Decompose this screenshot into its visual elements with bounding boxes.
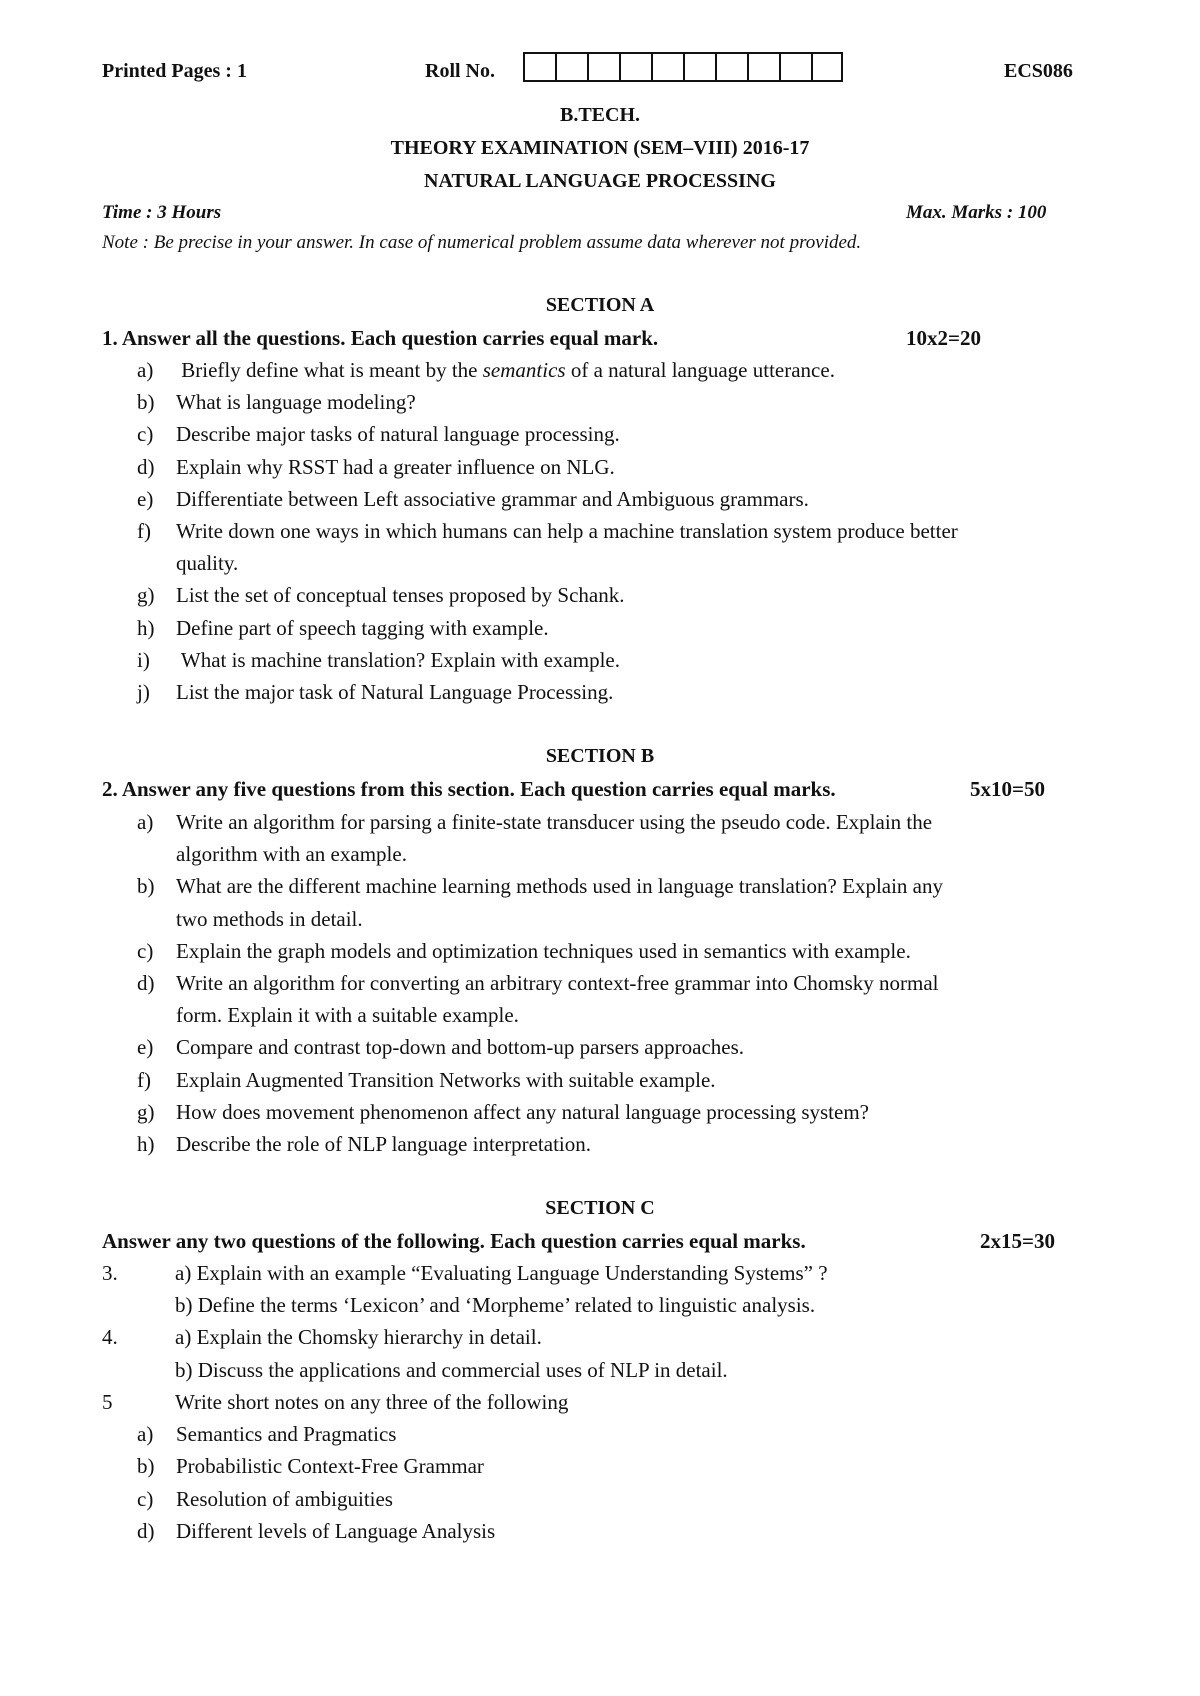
question-text-line2: algorithm with an example. <box>176 842 407 867</box>
question-text: How does movement phenomenon affect any natural language processing system? <box>176 1099 869 1124</box>
q4-part-b: b) Discuss the applications and commercial uses of NLP in detail. <box>175 1358 728 1382</box>
roll-no-box[interactable] <box>523 52 555 82</box>
q4-number: 4. <box>102 1325 118 1349</box>
question-label: g) <box>137 1099 155 1124</box>
question-text: Different levels of Language Analysis <box>176 1519 496 1544</box>
question-text <box>176 358 835 383</box>
question-label: g) <box>137 583 155 608</box>
question-text-line2: two methods in detail. <box>176 906 363 931</box>
roll-no-box[interactable] <box>811 52 843 82</box>
question-label: b) <box>137 1454 155 1479</box>
question-label: d) <box>137 454 155 479</box>
question-label: f) <box>137 519 151 543</box>
question-label: d) <box>137 1519 155 1544</box>
q5-number: 5 <box>102 1390 113 1414</box>
roll-no-box[interactable] <box>715 52 747 82</box>
question-label: h) <box>137 1132 155 1156</box>
question-text: Explain the graph models and optimization techniques used in semantics with example. <box>176 938 911 963</box>
question-text-post: of a natural language utterance. <box>565 358 835 382</box>
question-text: What is machine translation? Explain with example. <box>176 647 620 672</box>
question-text: Probabilistic Context-Free Grammar <box>176 1454 484 1479</box>
question-text: List the set of conceptual tenses proposed by Schank. <box>176 583 625 608</box>
question-label: b) <box>137 874 155 899</box>
max-marks-label: Max. Marks : 100 <box>906 202 1047 223</box>
question-label: a) <box>137 810 154 834</box>
question-text: Differentiate between Left associative grammar and Ambiguous grammars. <box>176 486 809 511</box>
section-a-marks: 10x2=20 <box>906 326 981 350</box>
question-text-line2: form. Explain it with a suitable example. <box>176 1003 519 1028</box>
question-text: Define part of speech tagging with example. <box>176 615 549 640</box>
question-label: d) <box>137 971 155 995</box>
question-text-line2: quality. <box>176 551 239 576</box>
roll-no-box[interactable] <box>683 52 715 82</box>
question-text-emphasis: semantics <box>482 358 566 382</box>
question-label: c) <box>137 938 154 963</box>
question-text: Semantics and Pragmatics <box>176 1422 397 1446</box>
printed-pages: Printed Pages : 1 <box>102 60 247 82</box>
roll-no-box[interactable] <box>555 52 587 82</box>
question-text: Write an algorithm for parsing a finite-state transducer using the pseudo code. Explain the <box>176 810 933 834</box>
time-label: Time : 3 Hours <box>102 202 222 223</box>
question-label: a) <box>137 1422 154 1446</box>
question-label: h) <box>137 615 155 640</box>
section-a-heading: SECTION A <box>545 294 655 316</box>
q3-part-b: b) Define the terms ‘Lexicon’ and ‘Morpheme’ related to linguistic analysis. <box>175 1293 816 1317</box>
question-label: j) <box>137 680 150 704</box>
section-b-heading: SECTION B <box>545 745 655 767</box>
roll-no-box[interactable] <box>779 52 811 82</box>
section-b-marks: 5x10=50 <box>970 777 1045 801</box>
roll-no-box[interactable] <box>651 52 683 82</box>
question-text: Describe major tasks of natural language processing. <box>176 422 620 447</box>
question-label: b) <box>137 390 155 415</box>
question-label: e) <box>137 1035 154 1060</box>
question-text: Describe the role of NLP language interpretation. <box>176 1132 591 1156</box>
roll-no-boxes <box>523 52 843 82</box>
roll-no-label: Roll No. <box>425 60 495 82</box>
question-text: List the major task of Natural Language Processing. <box>176 680 614 704</box>
question-text: What are the different machine learning methods used in language translation? Explain any <box>176 874 944 899</box>
question-label: f) <box>137 1067 151 1092</box>
question-label: e) <box>137 486 154 511</box>
question-text: Write an algorithm for converting an arbitrary context-free grammar into Chomsky normal <box>176 971 939 995</box>
question-text: What is language modeling? <box>176 390 416 415</box>
question-text: Resolution of ambiguities <box>176 1486 393 1511</box>
roll-no-box[interactable] <box>747 52 779 82</box>
question-label: i) <box>137 647 150 672</box>
q3-part-a: a) Explain with an example “Evaluating Language Understanding Systems” ? <box>175 1261 828 1285</box>
section-c-instruction: Answer any two questions of the following. Each question carries equal marks. <box>102 1229 806 1253</box>
note-text: Note : Be precise in your answer. In case of numerical problem assume data wherever not provided. <box>102 232 862 253</box>
question-text: Explain why RSST had a greater influence on NLG. <box>176 454 615 479</box>
subject-title: NATURAL LANGUAGE PROCESSING <box>424 170 776 192</box>
roll-no-box[interactable] <box>587 52 619 82</box>
question-text-pre: Briefly define what is meant by the <box>176 358 483 382</box>
section-a-instruction: 1. Answer all the questions. Each question carries equal mark. <box>102 326 659 350</box>
exam-title: THEORY EXAMINATION (SEM–VIII) 2016-17 <box>390 137 810 159</box>
q4-part-a: a) Explain the Chomsky hierarchy in detail. <box>175 1325 542 1349</box>
question-label: a) <box>137 358 154 382</box>
q3-number: 3. <box>102 1261 118 1285</box>
question-text: Write down one ways in which humans can help a machine translation system produce better <box>176 519 958 543</box>
section-c-marks: 2x15=30 <box>980 1229 1055 1253</box>
question-label: c) <box>137 422 154 447</box>
course-title: B.TECH. <box>559 104 641 126</box>
section-b-instruction: 2. Answer any five questions from this section. Each question carries equal marks. <box>102 777 836 801</box>
section-c-heading: SECTION C <box>545 1197 655 1219</box>
q5-text: Write short notes on any three of the following <box>175 1390 569 1414</box>
question-text: Compare and contrast top-down and bottom-up parsers approaches. <box>176 1035 745 1060</box>
roll-no-box[interactable] <box>619 52 651 82</box>
question-text: Explain Augmented Transition Networks with suitable example. <box>176 1067 716 1092</box>
paper-code: ECS086 <box>1004 60 1073 82</box>
question-label: c) <box>137 1486 154 1511</box>
